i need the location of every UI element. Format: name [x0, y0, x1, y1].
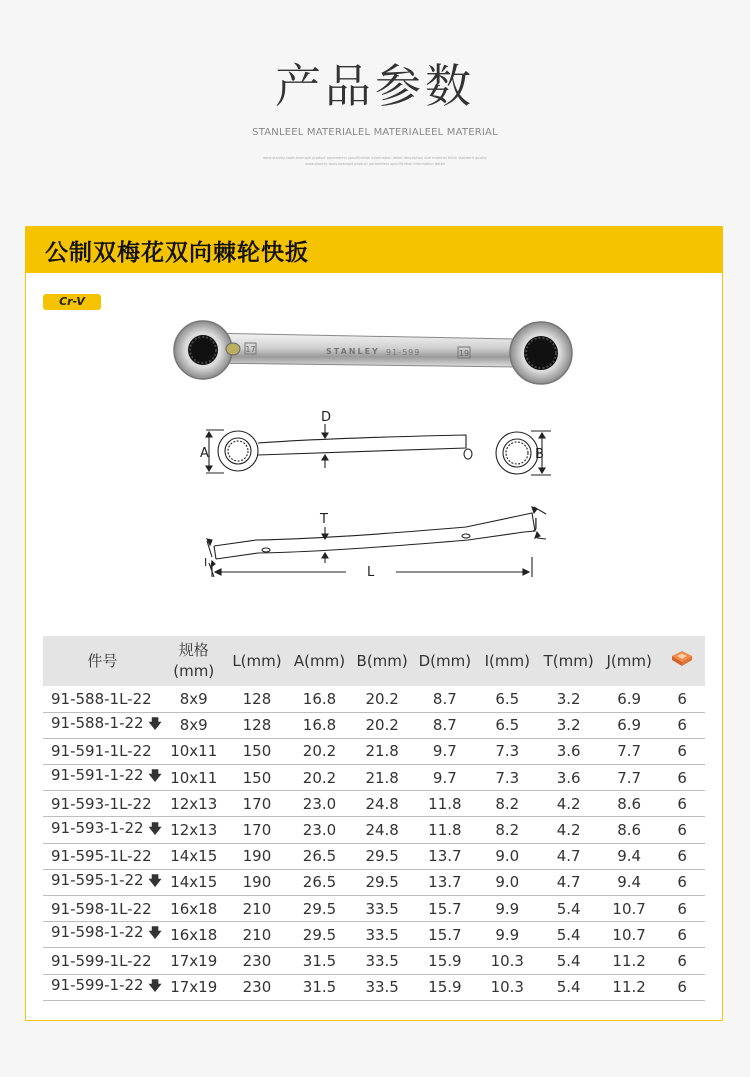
cell-l: 210: [242, 925, 272, 944]
cell-l: 170: [242, 794, 272, 813]
cell-b: 20.2: [365, 716, 399, 735]
material-badge: Cr-V: [43, 294, 101, 310]
cell-d: 8.7: [432, 689, 457, 708]
cell-j: 10.7: [612, 925, 646, 944]
dim-label-d: D: [321, 410, 332, 425]
cell-a: 29.5: [302, 899, 337, 918]
table-row: [43, 843, 705, 869]
cell-l: 150: [242, 742, 272, 761]
part-number: 91-593-1L-22: [51, 794, 152, 813]
cell-i: 8.2: [495, 794, 520, 813]
cell-b: 33.5: [365, 899, 399, 918]
cell-d: 11.8: [428, 821, 462, 840]
cell-j: 8.6: [617, 821, 642, 840]
col-header-l: L(mm): [232, 651, 282, 670]
cell-i: 7.3: [495, 768, 520, 787]
cell-a: 20.2: [302, 768, 337, 787]
cell-a: 26.5: [302, 847, 337, 866]
cell-t: 5.4: [556, 899, 581, 918]
cell-l: 150: [242, 768, 272, 787]
cell-part: [43, 869, 162, 895]
down-arrow-icon: 🡇: [148, 769, 162, 785]
cell-j: 8.6: [617, 794, 642, 813]
down-arrow-icon: 🡇: [148, 716, 162, 732]
cell-qty: 6: [677, 951, 687, 970]
wrench-size-left: 17: [245, 345, 256, 354]
table-row: [43, 738, 705, 764]
cell-l: 128: [242, 716, 272, 735]
cell-l: 190: [242, 873, 272, 892]
cell-b: 24.8: [365, 821, 399, 840]
cell-i: 9.9: [495, 925, 520, 944]
part-number: 91-588-1-22: [51, 713, 144, 732]
cell-j: 9.4: [617, 873, 642, 892]
col-header-qty: [659, 636, 705, 686]
cell-b: 21.8: [365, 768, 399, 787]
dim-label-i: I: [204, 556, 208, 569]
cell-qty: 6: [677, 899, 687, 918]
col-header-a: A(mm): [293, 651, 346, 670]
top-view-drawing: [206, 424, 551, 475]
dim-label-j: J: [534, 517, 538, 532]
table-row: [43, 922, 705, 948]
cell-a: 31.5: [302, 978, 337, 997]
table-row: [43, 712, 705, 738]
cell-i: 9.9: [495, 899, 520, 918]
col-header-t: T(mm): [543, 651, 594, 670]
col-header-spec: 规格 (mm): [173, 641, 215, 680]
col-header-b: B(mm): [356, 651, 408, 670]
cell-t: 3.6: [556, 768, 581, 787]
cell-i: 9.0: [495, 847, 520, 866]
cell-j: 6.9: [617, 689, 642, 708]
cell-l: 128: [242, 689, 272, 708]
cell-qty: 6: [677, 742, 687, 761]
down-arrow-icon: 🡇: [148, 873, 162, 889]
cell-l: 230: [242, 978, 272, 997]
cell-spec: 17x19: [170, 951, 218, 970]
dim-label-a: A: [200, 446, 209, 461]
box-quantity-icon: [669, 647, 695, 669]
down-arrow-icon: 🡇: [148, 926, 162, 942]
side-view-drawing: [207, 507, 546, 577]
cell-b: 33.5: [365, 978, 399, 997]
cell-qty: 6: [677, 925, 687, 944]
cell-i: 10.3: [490, 978, 524, 997]
cell-part: [43, 686, 162, 712]
cell-part: [43, 948, 162, 974]
table-row: [43, 869, 705, 895]
cell-a: 26.5: [302, 873, 337, 892]
cell-part: [43, 843, 162, 869]
cell-a: 23.0: [302, 794, 337, 813]
cell-l: 210: [242, 899, 272, 918]
cell-i: 9.0: [495, 873, 520, 892]
wrench-model-text: 91-599: [386, 348, 421, 357]
cell-t: 5.4: [556, 951, 581, 970]
cell-t: 3.2: [556, 689, 581, 708]
cell-qty: 6: [677, 689, 687, 708]
cell-b: 33.5: [365, 925, 399, 944]
cell-qty: 6: [677, 821, 687, 840]
cell-t: 4.2: [556, 821, 581, 840]
cell-spec: 14x15: [170, 873, 218, 892]
cell-qty: 6: [677, 847, 687, 866]
cell-part: [43, 765, 162, 791]
cell-spec: 10x11: [170, 768, 218, 787]
part-number: 91-598-1L-22: [51, 899, 152, 918]
cell-j: 9.4: [617, 847, 642, 866]
cell-b: 29.5: [365, 847, 399, 866]
cell-d: 13.7: [428, 847, 462, 866]
table-row: [43, 765, 705, 791]
cell-d: 11.8: [428, 794, 462, 813]
cell-qty: 6: [677, 873, 687, 892]
col-header-i: I(mm): [484, 651, 530, 670]
cell-qty: 6: [677, 978, 687, 997]
cell-b: 33.5: [365, 951, 399, 970]
cell-d: 13.7: [428, 873, 462, 892]
dim-label-b: B: [535, 447, 544, 462]
part-number: 91-598-1-22: [51, 923, 144, 942]
cell-i: 7.3: [495, 742, 520, 761]
cell-qty: 6: [677, 768, 687, 787]
wrench-photo: [174, 321, 572, 384]
col-header-j: J(mm): [606, 651, 652, 670]
cell-i: 6.5: [495, 689, 520, 708]
page-title: 产品参数: [275, 59, 475, 113]
cell-b: 20.2: [365, 689, 399, 708]
cell-j: 7.7: [617, 742, 642, 761]
fine-print-line-2: www.stanley-tools.example product parameters specification information detail: [305, 162, 445, 166]
part-number: 91-595-1L-22: [51, 847, 152, 866]
product-title: 公制双梅花双向棘轮快扳: [45, 240, 309, 266]
cell-t: 3.6: [556, 742, 581, 761]
cell-spec: 12x13: [170, 821, 218, 840]
wrench-diagram: [26, 227, 722, 627]
cell-t: 4.7: [556, 847, 581, 866]
cell-spec: 14x15: [170, 847, 218, 866]
part-number: 91-588-1L-22: [51, 689, 152, 708]
dim-label-l: L: [367, 565, 375, 580]
cell-b: 21.8: [365, 742, 399, 761]
table-row: [43, 686, 705, 712]
part-number: 91-599-1L-22: [51, 951, 152, 970]
cell-spec: 8x9: [179, 689, 208, 708]
cell-j: 7.7: [617, 768, 642, 787]
part-number: 91-591-1L-22: [51, 742, 152, 761]
cell-j: 11.2: [612, 978, 646, 997]
cell-t: 4.2: [556, 794, 581, 813]
table-row: [43, 817, 705, 843]
wrench-size-right: 19: [458, 349, 470, 358]
product-card: [25, 226, 723, 1021]
cell-spec: 10x11: [170, 742, 218, 761]
cell-d: 15.7: [428, 925, 462, 944]
col-header-d: D(mm): [418, 651, 472, 670]
cell-a: 31.5: [302, 951, 337, 970]
cell-j: 10.7: [612, 899, 646, 918]
page-subtitle: STANLEEL MATERIALEL MATERIALEEL MATERIAL: [252, 127, 498, 138]
part-number: 91-599-1-22: [51, 975, 144, 994]
cell-a: 29.5: [302, 925, 337, 944]
table-row: [43, 791, 705, 817]
cell-d: 15.9: [428, 951, 462, 970]
table-row: [43, 896, 705, 922]
cell-a: 20.2: [302, 742, 337, 761]
cell-a: 16.8: [302, 716, 337, 735]
cell-a: 16.8: [302, 689, 337, 708]
cell-i: 10.3: [490, 951, 524, 970]
down-arrow-icon: 🡇: [148, 978, 162, 994]
cell-b: 24.8: [365, 794, 399, 813]
cell-t: 5.4: [556, 925, 581, 944]
cell-d: 9.7: [432, 742, 457, 761]
cell-l: 170: [242, 821, 272, 840]
spec-table-header-row: [43, 636, 705, 686]
cell-spec: 16x18: [170, 899, 218, 918]
cell-part: [43, 817, 162, 843]
cell-d: 8.7: [432, 716, 457, 735]
part-number: 91-591-1-22: [51, 766, 144, 785]
cell-part: [43, 738, 162, 764]
cell-j: 11.2: [612, 951, 646, 970]
table-row: [43, 948, 705, 974]
cell-part: [43, 791, 162, 817]
table-row: [43, 974, 705, 1000]
cell-part: [43, 712, 162, 738]
fine-print-line-1: www.stanley-tools.example product parameters specification information detail description size material finish standard quality: [263, 156, 487, 160]
spec-table: [43, 636, 705, 1001]
cell-t: 4.7: [556, 873, 581, 892]
cell-spec: 16x18: [170, 925, 218, 944]
cell-d: 15.7: [428, 899, 462, 918]
cell-b: 29.5: [365, 873, 399, 892]
cell-part: [43, 922, 162, 948]
cell-t: 5.4: [556, 978, 581, 997]
dim-label-t: T: [320, 512, 328, 527]
cell-j: 6.9: [617, 716, 642, 735]
cell-d: 15.9: [428, 978, 462, 997]
cell-a: 23.0: [302, 821, 337, 840]
cell-part: [43, 974, 162, 1000]
part-number: 91-593-1-22: [51, 818, 144, 837]
cell-qty: 6: [677, 716, 687, 735]
cell-spec: 8x9: [179, 716, 208, 735]
cell-l: 190: [242, 847, 272, 866]
cell-t: 3.2: [556, 716, 581, 735]
down-arrow-icon: 🡇: [148, 821, 162, 837]
cell-spec: 17x19: [170, 978, 218, 997]
cell-l: 230: [242, 951, 272, 970]
cell-i: 6.5: [495, 716, 520, 735]
cell-part: [43, 896, 162, 922]
col-header-part: 件号: [87, 651, 118, 670]
cell-d: 9.7: [432, 768, 457, 787]
cell-spec: 12x13: [170, 794, 218, 813]
cell-qty: 6: [677, 794, 687, 813]
wrench-brand-text: STANLEY: [326, 347, 380, 356]
cell-i: 8.2: [495, 821, 520, 840]
part-number: 91-595-1-22: [51, 870, 144, 889]
